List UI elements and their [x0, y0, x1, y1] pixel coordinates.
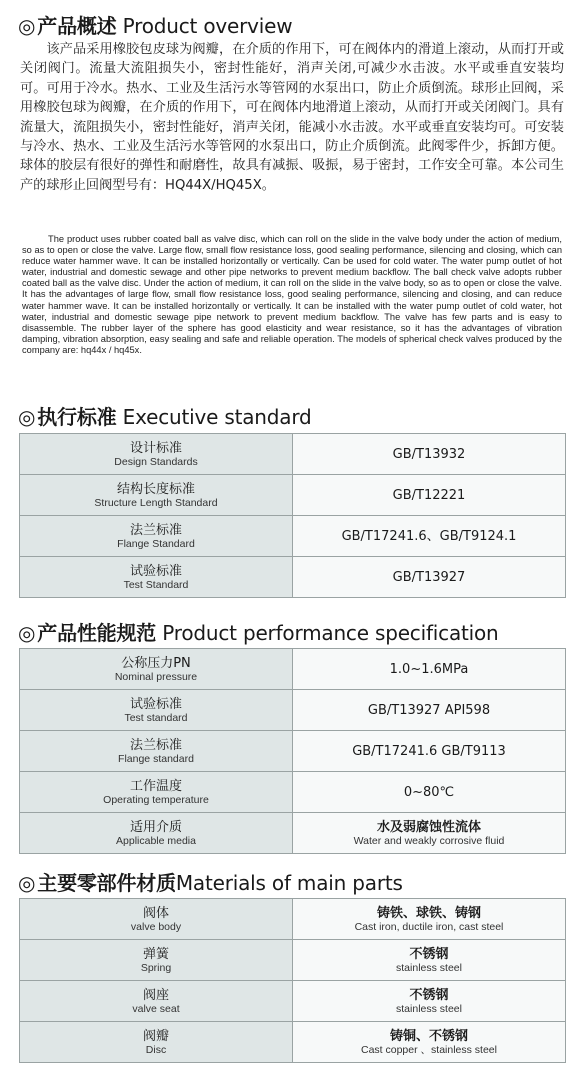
label-cell — [20, 516, 293, 557]
performance-spec-table — [19, 648, 566, 854]
table-row — [20, 813, 566, 854]
value-cell — [293, 940, 566, 981]
value-cell — [293, 516, 566, 557]
value-text-zh: 铸铜、不锈钢 — [389, 1028, 468, 1044]
label-en: Operating temperature — [103, 793, 209, 806]
label-zh: 法兰标准 — [129, 737, 182, 753]
label-cell — [20, 690, 293, 731]
label-zh: 试验标准 — [129, 563, 182, 579]
executive-standard-table — [19, 433, 566, 598]
value-text: GB/T13927 API598 — [367, 702, 491, 718]
label-en: Structure Length Standard — [94, 496, 218, 509]
executive-heading-zh: 执行标准 — [37, 405, 117, 429]
executive-heading — [18, 401, 311, 430]
value-cell — [293, 475, 566, 516]
table-row — [20, 899, 566, 940]
value-cell — [293, 899, 566, 940]
value-cell — [293, 981, 566, 1022]
table-row — [20, 649, 566, 690]
label-zh: 工作温度 — [129, 778, 182, 794]
label-zh: 公称压力PN — [121, 655, 191, 671]
label-en: Design Standards — [114, 455, 198, 468]
table-row — [20, 1022, 566, 1063]
value-text: GB/T13932 — [392, 446, 466, 462]
materials-heading — [18, 867, 403, 896]
value-cell — [293, 731, 566, 772]
label-cell — [20, 813, 293, 854]
value-text: GB/T13927 — [392, 569, 466, 585]
label-en: valve body — [130, 920, 182, 933]
circle-mark-icon: ◎ — [18, 621, 36, 645]
label-zh: 法兰标准 — [129, 522, 182, 538]
table-row — [20, 772, 566, 813]
table-row — [20, 940, 566, 981]
value-text-zh: 不锈钢 — [409, 987, 449, 1003]
label-en: Flange Standard — [117, 537, 195, 550]
table-row — [20, 690, 566, 731]
table-row — [20, 981, 566, 1022]
overview-heading-zh: 产品概述 — [37, 14, 117, 38]
circle-mark-icon: ◎ — [18, 405, 36, 429]
circle-mark-icon: ◎ — [18, 14, 36, 38]
materials-table — [19, 898, 566, 1063]
label-zh: 阀体 — [142, 905, 169, 921]
table-row — [20, 516, 566, 557]
overview-paragraph-zh: 该产品采用橡胶包皮球为阀瓣，在介质的作用下，可在阀体内的滑道上滚动，从而打开或关闭阀门。流量大流阻损失小，密封性能好，消声关闭,可减少水击波。水平或垂直安装均可。可用于冷水。热水、工业及生活污水等管网的水泵出口，防止介质倒流。球形止回阀，采用橡胶包球为阀瓣，在介质的作用下，可在阀体内地滑道上滚动，从而打开或关闭阀门。具有流量大，流阻损失小，密封性能好，消声关闭，能减小水击波。水平或垂直安装均可。可安装与冷水、热水、工业及生活污水等管网的水泵出口，防止介质倒流。此阀零件少，拆卸方便。球体的胶层有很好的弹性和耐磨性，故具有减振、吸振，易于密封，工作安全可靠。本公司生产的球形止回阀型号有：HQ44X/HQ45X。 — [20, 42, 564, 193]
label-zh: 阀座 — [142, 987, 169, 1003]
table-row — [20, 557, 566, 598]
value-cell — [293, 434, 566, 475]
value-text: GB/T17241.6 GB/T9113 — [352, 743, 506, 759]
performance-heading-en: Product performance specification — [162, 621, 499, 645]
label-cell — [20, 475, 293, 516]
value-cell — [293, 690, 566, 731]
value-text-en: Water and weakly corrosive fluid — [353, 834, 505, 847]
overview-heading-en: Product overview — [122, 14, 293, 38]
value-cell — [293, 813, 566, 854]
value-text-zh: 不锈钢 — [409, 946, 449, 962]
overview-paragraph-en: The product uses rubber coated ball as valve disc, which can roll on the slide in the valve body under the action of medium, so as to open or close the valve. Large flow, small flow resistance loss, good sealing performance, silencing and closing, which can reduce water hammer wave. It can be installed horizontally or vertically. Can be used for cold water. The water pump outlet of hot water, industrial and domestic sewage and other pipe networks to prevent medium backflow. The ball check valve adopts rubber coated ball as the valve disc. Under the action of medium, it can roll on the slide in the valve body, so as to open or close the valve. It has the advantages of large flow, small flow resistance loss, good sealing performance, silencing and closing, and can reduce water hammer wave. It can be installed horizontally or vertically. It can be installed with the water pump outlet of cold water, hot water, industrial and domestic sewage pipe network to prevent medium backflow. The valve has few parts and is easy to disassemble. The rubber layer of the sphere has good elasticity and wear resistance, so it has the advantages of vibration damping, vibration absorption, easy sealing and safe and reliable operation. The models of spherical check valves produced by the company are: hq44x / hq45x. — [22, 234, 562, 355]
label-zh: 设计标准 — [129, 440, 182, 456]
performance-heading — [18, 617, 499, 646]
label-en: Flange standard — [118, 752, 194, 765]
label-en: valve seat — [132, 1002, 180, 1015]
executive-heading-en: Executive standard — [122, 405, 312, 429]
label-zh: 弹簧 — [142, 946, 169, 962]
value-cell — [293, 772, 566, 813]
value-text-zh: 铸铁、球铁、铸钢 — [376, 905, 481, 921]
value-text-en: stainless steel — [396, 1002, 462, 1015]
value-text-en: Cast copper 、stainless steel — [361, 1043, 497, 1056]
label-cell — [20, 772, 293, 813]
performance-heading-zh: 产品性能规范 — [37, 621, 157, 645]
label-en: Test Standard — [123, 578, 189, 591]
circle-mark-icon: ◎ — [18, 871, 36, 895]
materials-heading-zh: 主要零部件材质 — [37, 871, 176, 895]
table-row — [20, 475, 566, 516]
value-cell — [293, 1022, 566, 1063]
value-text: 0~80℃ — [403, 784, 455, 800]
value-cell — [293, 649, 566, 690]
table-row — [20, 731, 566, 772]
value-text-zh: 水及弱腐蚀性流体 — [376, 819, 481, 835]
value-text: GB/T12221 — [392, 487, 466, 503]
value-text: GB/T17241.6、GB/T9124.1 — [341, 528, 517, 544]
label-cell — [20, 731, 293, 772]
label-en: Test standard — [124, 711, 188, 724]
label-cell — [20, 1022, 293, 1063]
materials-heading-en: Materials of main parts — [175, 871, 403, 895]
label-cell — [20, 981, 293, 1022]
label-en: Nominal pressure — [114, 670, 198, 683]
value-cell — [293, 557, 566, 598]
value-text-en: stainless steel — [396, 961, 462, 974]
label-zh: 阀瓣 — [142, 1028, 169, 1044]
overview-heading — [18, 10, 292, 39]
label-zh: 适用介质 — [129, 819, 182, 835]
label-cell — [20, 649, 293, 690]
value-text: 1.0~1.6MPa — [389, 661, 469, 677]
label-en: Spring — [140, 961, 172, 974]
label-zh: 试验标准 — [129, 696, 182, 712]
label-cell — [20, 899, 293, 940]
label-en: Disc — [145, 1043, 167, 1056]
label-en: Applicable media — [116, 834, 196, 847]
label-cell — [20, 557, 293, 598]
label-cell — [20, 940, 293, 981]
label-cell — [20, 434, 293, 475]
value-text-en: Cast iron, ductile iron, cast steel — [354, 920, 504, 933]
label-zh: 结构长度标准 — [116, 481, 195, 497]
table-row — [20, 434, 566, 475]
